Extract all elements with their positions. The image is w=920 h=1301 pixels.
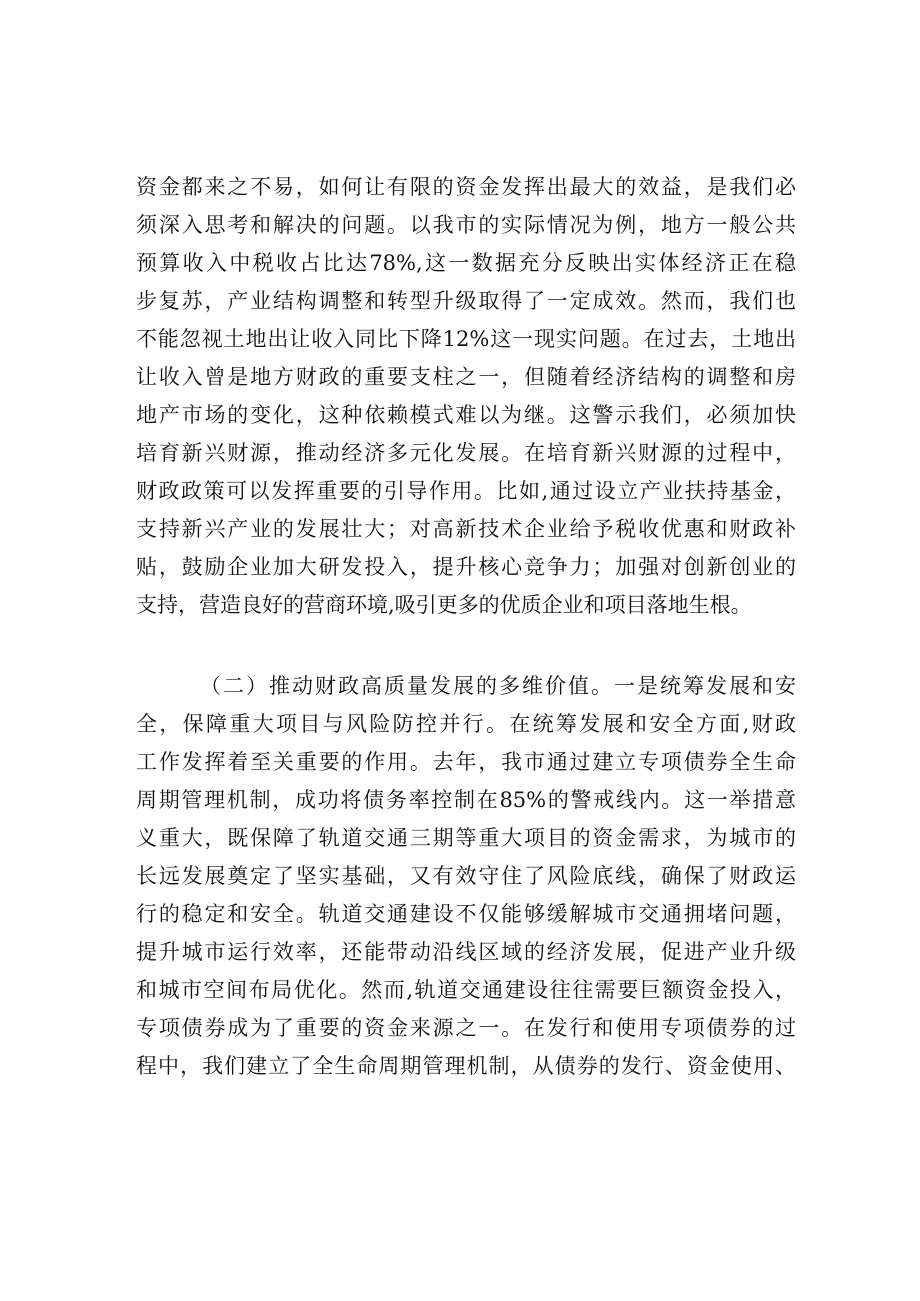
- paragraph-line: 财政政策可以发挥重要的引导作用。比如,通过设立产业扶持基金，: [136, 479, 796, 503]
- paragraph-line: 和城市空间布局优化。然而,轨道交通建设往往需要巨额资金投入，: [136, 978, 796, 1002]
- paragraph-line: 支持，营造良好的营商环境,吸引更多的优质企业和项目落地生根。: [136, 593, 752, 617]
- paragraph-line: 义重大，既保障了轨道交通三期等重大项目的资金需求，为城市的: [136, 826, 796, 850]
- paragraph-line: 程中，我们建立了全生命周期管理机制，从债券的发行、资金使用、: [136, 1054, 796, 1078]
- paragraph-line: 须深入思考和解决的问题。以我市的实际情况为例，地方一般公共: [136, 213, 796, 237]
- paragraph-line: 资金都来之不易，如何让有限的资金发挥出最大的效益，是我们必: [136, 175, 796, 199]
- paragraph-line: 工作发挥着至关重要的作用。去年，我市通过建立专项债券全生命: [136, 750, 796, 774]
- paragraph-line: 行的稳定和安全。轨道交通建设不仅能够缓解城市交通拥堵问题，: [136, 902, 796, 926]
- paragraph-line: 让收入曾是地方财政的重要支柱之一，但随着经济结构的调整和房: [136, 365, 796, 389]
- paragraph-line: 地产市场的变化，这种依赖模式难以为继。这警示我们，必须加快: [136, 403, 796, 427]
- paragraph-line: 周期管理机制，成功将债务率控制在85%的警戒线内。这一举措意: [136, 788, 796, 812]
- paragraph-line: 预算收入中税收占比达78%,这一数据充分反映出实体经济正在稳: [136, 251, 796, 275]
- paragraph-2: [136, 667, 796, 1085]
- paragraph-line: 步复苏，产业结构调整和转型升级取得了一定成效。然而，我们也: [136, 289, 796, 313]
- paragraph-line: 长远发展奠定了坚实基础，又有效守住了风险底线，确保了财政运: [136, 864, 796, 888]
- section-heading-line: （二）推动财政高质量发展的多维价值。一是统筹发展和安: [200, 674, 796, 698]
- paragraph-line: 全，保障重大项目与风险防控并行。在统筹发展和安全方面,财政: [136, 712, 796, 736]
- paragraph-1: [136, 168, 796, 624]
- paragraph-line: 专项债券成为了重要的资金来源之一。在发行和使用专项债券的过: [136, 1016, 796, 1040]
- paragraph-line: 提升城市运行效率，还能带动沿线区域的经济发展，促进产业升级: [136, 940, 796, 964]
- paragraph-line: 支持新兴产业的发展壮大；对高新技术企业给予税收优惠和财政补: [136, 517, 796, 541]
- paragraph-line: 不能忽视土地出让收入同比下降12%这一现实问题。在过去，土地出: [136, 327, 796, 351]
- paragraph-line: 培育新兴财源，推动经济多元化发展。在培育新兴财源的过程中，: [136, 441, 796, 465]
- paragraph-line: 贴，鼓励企业加大研发投入，提升核心竞争力；加强对创新创业的: [136, 555, 796, 579]
